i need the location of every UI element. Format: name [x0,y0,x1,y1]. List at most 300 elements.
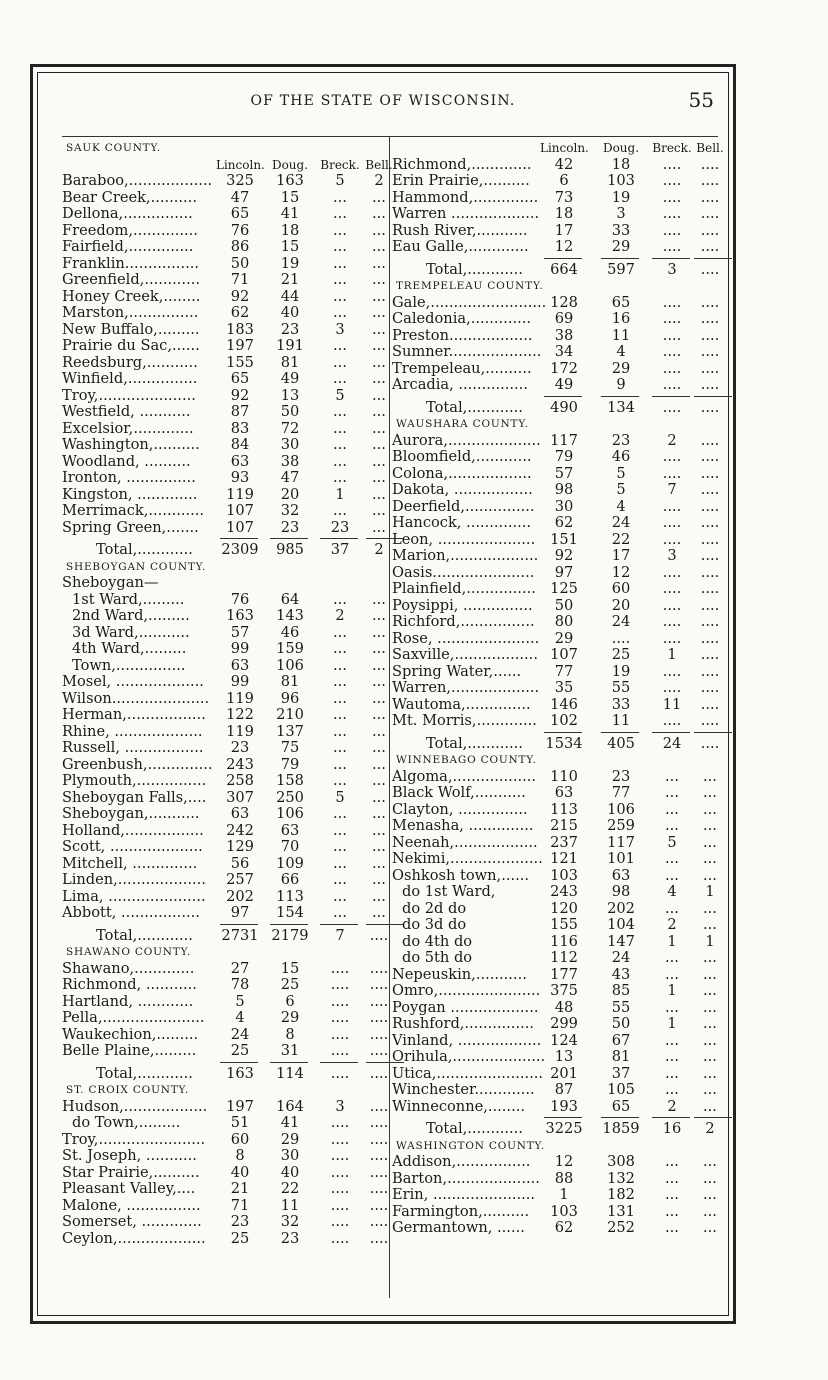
vote-count: 159 [276,640,304,657]
table-row [62,454,388,471]
vote-count: 60 [611,580,631,597]
rule-line [320,924,358,925]
vote-count: .... [700,310,720,327]
place-name: Malone, ................ [62,1196,201,1214]
vote-count: 299 [550,1015,578,1032]
vote-count: ... [333,419,347,437]
total-row [392,400,732,417]
vote-count: 2 [667,1097,677,1115]
vote-count: .... [662,448,682,465]
vote-count: ... [372,254,386,272]
vote-count: 23 [280,1229,300,1247]
vote-count: 5 [235,992,245,1010]
vote-count: .... [662,629,682,647]
table-row [392,664,732,681]
table-row [392,223,732,240]
vote-count: 132 [607,1169,635,1187]
vote-count: ... [703,1097,717,1115]
table-row [392,206,732,223]
county-heading: ST. CROIX COUNTY. [66,1084,190,1096]
place-name: Oshkosh town,...... [392,866,530,884]
vote-count: ... [703,767,717,785]
vote-count: 23 [330,518,350,536]
vote-count: 33 [611,695,631,713]
vote-count: ... [372,502,386,519]
place-name: Poysippi, ............... [392,596,533,614]
vote-count: 33 [611,221,631,239]
vote-count: .... [662,188,682,206]
place-name: Utica,....................... [392,1064,544,1082]
table-row [392,499,732,516]
vote-count: .... [662,596,682,614]
vote-count: .... [330,1147,350,1164]
place-name: Hartland, ............ [62,992,194,1010]
place-name: Troy,....................... [62,1130,206,1148]
vote-count: 2 [667,431,677,449]
place-name: Algoma,.................. [392,767,537,785]
vote-count: 77 [611,784,631,801]
column-headers [392,140,732,157]
vote-count: .... [662,343,682,360]
vote-count: 92 [554,547,574,564]
vote-count: 119 [226,485,254,503]
vote-count: 215 [550,817,578,834]
vote-count: .... [330,1229,350,1247]
vote-count: ... [333,722,347,740]
vote-count: 250 [276,788,304,806]
vote-count: 57 [554,464,574,482]
table-row [392,515,732,532]
page-number: 55 [688,88,714,112]
vote-count: .... [330,1114,350,1131]
vote-count: ... [333,656,347,674]
vote-count: 12 [554,238,574,255]
table-row [392,532,732,549]
table-row [62,503,388,520]
vote-count: 57 [230,623,250,641]
vote-count: 98 [611,883,631,900]
vote-count: 117 [550,431,578,449]
vote-count: .... [662,514,682,531]
vote-count: .... [700,326,720,344]
table-row [392,1016,732,1033]
place-name: do Town,......... [72,1114,181,1131]
place-name: Farmington,.......... [392,1202,530,1220]
place-name: do 5th do [402,949,473,966]
table-row [392,917,732,934]
vote-count: 50 [554,596,574,614]
table-row [62,1043,388,1060]
vote-count: 1 [667,646,677,663]
place-name: Woodland, .......... [62,452,191,470]
table-row [392,950,732,967]
vote-count: 62 [554,514,574,531]
vote-count: 5 [667,833,677,851]
vote-count: 50 [280,403,300,420]
vote-count: 25 [280,976,300,993]
vote-count: ... [372,640,386,657]
vote-count: ... [703,1031,717,1049]
vote-count: 103 [550,1202,578,1220]
vote-count: .... [662,359,682,377]
vote-count: .... [700,514,720,531]
vote-count: ... [333,590,347,608]
vote-count: .... [662,155,682,173]
vote-count: 128 [550,293,578,311]
vote-count: 113 [276,887,304,905]
place-name: Clayton, ............... [392,800,528,818]
vote-count: 151 [550,530,578,548]
vote-count: .... [369,959,389,977]
vote-count: 664 [550,260,578,278]
vote-count: 63 [280,821,300,839]
vote-count: 63 [554,784,574,801]
vote-count: 117 [607,833,635,851]
vote-count: .... [700,205,720,222]
table-row [62,641,388,658]
vote-count: 15 [280,959,300,977]
vote-count: 7 [667,481,677,498]
place-name: Rush River,........... [392,221,528,239]
vote-count: 110 [550,767,578,785]
vote-count: 102 [550,712,578,729]
place-name: Honey Creek,........ [62,287,201,305]
vote-count: ... [333,452,347,470]
vote-count: .... [700,613,720,630]
table-row [62,1231,388,1248]
vote-count: .... [700,376,720,393]
table-row [62,856,388,873]
vote-count: 23 [611,767,631,785]
vote-count: 25 [230,1042,250,1059]
vote-count: 1534 [545,734,583,752]
vote-count: ... [372,739,386,756]
vote-count: 112 [550,949,578,966]
vote-count: 116 [550,932,578,950]
table-row [62,322,388,339]
table-row [62,773,388,790]
rule-line [220,538,258,539]
table-row [62,625,388,642]
column-header: Bell. [696,141,724,155]
vote-count: 11 [280,1196,300,1214]
vote-count: .... [700,172,720,189]
vote-count: 119 [226,689,254,707]
table-row [392,697,732,714]
vote-count: 37 [330,541,350,558]
vote-count: 201 [550,1064,578,1082]
place-name: Linden,................... [62,871,206,888]
vote-count: 2 [374,541,384,558]
place-name: Washington,.......... [62,436,200,453]
table-row [62,487,388,504]
vote-count: 71 [230,271,250,288]
vote-count: .... [700,260,720,278]
vote-count: ... [372,403,386,420]
vote-count: 19 [611,662,631,680]
vote-count: 88 [554,1169,574,1187]
vote-count: 105 [607,1081,635,1098]
vote-count: ... [665,767,679,785]
vote-count: 79 [554,448,574,465]
vote-count: ... [703,1219,717,1236]
vote-count: ... [703,965,717,983]
rule-line [694,258,732,259]
vote-count: .... [662,530,682,548]
vote-count: .... [330,1196,350,1214]
place-name: Total,............ [96,926,193,944]
vote-count: ... [703,817,717,834]
vote-count: 49 [280,370,300,387]
vote-count: 29 [280,1130,300,1148]
table-row [62,994,388,1011]
vote-count: ... [703,1064,717,1082]
vote-count: ... [372,353,386,371]
place-name: Germantown, ...... [392,1219,525,1236]
vote-count: 985 [276,541,304,558]
vote-count: 243 [550,883,578,900]
vote-count: 19 [280,254,300,272]
vote-count: 163 [276,172,304,189]
place-name: Franklin................ [62,254,200,272]
place-name: Dakota, ................. [392,481,533,498]
vote-count: 18 [280,221,300,239]
right-column [392,140,732,1237]
vote-count: .... [662,497,682,515]
vote-count: .... [700,359,720,377]
vote-count: 98 [554,481,574,498]
vote-count: 24 [662,734,682,752]
place-name: Bloomfield,............ [392,448,532,465]
place-name: Sheboygan— [62,574,159,591]
place-name: Erin Prairie,.......... [392,172,530,189]
vote-count: ... [333,436,347,453]
vote-count: ... [372,805,386,822]
table-row [392,1000,732,1017]
place-name: Orihula,.................... [392,1048,546,1065]
vote-count: ... [333,689,347,707]
rule-line [694,1117,732,1118]
vote-count: 143 [276,607,304,624]
vote-count: 66 [280,871,300,888]
vote-count: ... [665,949,679,966]
vote-count: .... [369,1130,389,1148]
column-header: Lincoln. [216,157,265,172]
vote-count: 307 [226,788,254,806]
place-name: Greenbush,.............. [62,755,213,773]
place-name: Total,............ [96,541,193,558]
county-heading: WAUSHARA COUNTY. [396,418,529,430]
vote-count: .... [369,1213,389,1230]
place-name: Omro,...................... [392,982,541,999]
vote-count: 109 [276,854,304,872]
vote-count: ... [333,337,347,354]
vote-count: 6 [285,992,295,1010]
vote-count: ... [372,590,386,608]
vote-count: 72 [280,419,300,437]
table-row [392,361,732,378]
table-row [62,961,388,978]
place-name: Pella,...................... [62,1009,205,1026]
vote-count: .... [662,464,682,482]
vote-count: ... [665,817,679,834]
vote-count: .... [700,662,720,680]
table-row [392,868,732,885]
vote-count: ... [665,866,679,884]
vote-count: 405 [607,734,635,752]
vote-count: ... [372,238,386,255]
vote-count: ... [703,833,717,851]
place-name: Total,............ [96,1064,193,1082]
vote-count: 5 [335,386,345,404]
place-name: Winneconne,........ [392,1097,525,1115]
vote-count: 259 [607,817,635,834]
vote-count: 75 [280,739,300,756]
vote-count: 40 [280,1163,300,1181]
vote-count: 56 [230,854,250,872]
table-row [62,806,388,823]
vote-count: ... [372,722,386,740]
vote-count: 124 [550,1031,578,1049]
place-name: Holland,................. [62,821,204,839]
place-name: Sheboygan Falls,.... [62,788,207,806]
vote-count: 37 [611,1064,631,1082]
rule-line [601,1117,639,1118]
vote-count: 13 [554,1048,574,1065]
vote-count: 3 [616,205,626,222]
vote-count: ... [665,1048,679,1065]
place-name: Erin, ...................... [392,1186,536,1203]
table-row [62,905,388,922]
vote-count: 96 [280,689,300,707]
place-name: Trempeleau,.......... [392,359,532,377]
place-name: Spring Water,...... [392,662,522,680]
vote-count: .... [700,293,720,311]
vote-count: .... [662,293,682,311]
county-heading: WINNEBAGO COUNTY. [396,754,537,766]
page-header [38,88,728,116]
place-name: Marion,................... [392,547,539,564]
vote-count: 129 [226,838,254,855]
vote-count: ... [333,904,347,921]
vote-count: ... [372,772,386,789]
vote-count: ... [703,1153,717,1170]
place-name: Richmond,............. [392,155,532,173]
vote-count: 85 [611,982,631,999]
table-row [392,934,732,951]
rule-line [694,396,732,397]
vote-count: 197 [226,1097,254,1115]
vote-count: ... [703,1081,717,1098]
place-name: Preston.................. [392,326,533,344]
vote-count: 42 [554,155,574,173]
vote-count: .... [662,376,682,393]
vote-count: 81 [280,673,300,690]
vote-count: ... [372,623,386,641]
place-name: Warren ................... [392,205,540,222]
total-row [392,736,732,753]
vote-count: ... [372,821,386,839]
table-row [392,239,732,256]
vote-count: 125 [550,580,578,597]
vote-count: .... [611,629,631,647]
rule-line [270,1062,308,1063]
place-name: Abbott, ................. [62,904,200,921]
vote-count: 81 [611,1048,631,1065]
vote-count: ... [665,800,679,818]
table-row [392,598,732,615]
table-row [392,1082,732,1099]
vote-count: ... [372,755,386,773]
vote-count: 11 [611,326,631,344]
vote-count: 106 [276,656,304,674]
vote-count: ... [665,1186,679,1203]
vote-count: ... [703,1202,717,1220]
table-row [392,157,732,174]
vote-count: .... [700,188,720,206]
vote-count: ... [665,784,679,801]
vote-count: ... [703,850,717,867]
vote-count: 16 [662,1120,682,1137]
rule-line [220,1062,258,1063]
vote-count: ... [333,502,347,519]
place-name: do 2d do [402,899,467,917]
vote-count: ... [333,370,347,387]
vote-count: 41 [280,205,300,222]
vote-count: 23 [230,1213,250,1230]
vote-count: .... [700,448,720,465]
vote-count: 4 [616,343,626,360]
vote-count: 3 [335,320,345,338]
vote-count: ... [372,887,386,905]
vote-count: 121 [550,850,578,867]
rule-line [652,396,690,397]
table-row [392,835,732,852]
vote-count: ... [703,800,717,818]
vote-count: .... [662,221,682,239]
table-row [392,433,732,450]
vote-count: 29 [611,359,631,377]
table-row [62,889,388,906]
vote-count: .... [369,1196,389,1214]
vote-count: 55 [611,679,631,696]
vote-count: 6 [559,172,569,189]
vote-count: 177 [550,965,578,983]
place-name: Pleasant Valley,.... [62,1180,196,1197]
vote-count: 155 [550,916,578,933]
vote-count: 120 [550,899,578,917]
vote-count: ... [372,221,386,239]
table-row [62,239,388,256]
vote-count: ... [333,871,347,888]
vote-count: 48 [554,998,574,1016]
vote-count: ... [372,370,386,387]
place-name: Rhine, ................... [62,722,203,740]
vote-count: 5 [616,464,626,482]
vote-count: 65 [611,1097,631,1115]
vote-count: ... [372,287,386,305]
vote-count: 25 [230,1229,250,1247]
vote-count: 47 [280,469,300,486]
vote-count: .... [369,1009,389,1026]
table-row [62,256,388,273]
vote-count: 114 [276,1064,304,1082]
table-row [392,1033,732,1050]
place-name: Barton,.................... [392,1169,540,1187]
vote-count: 106 [607,800,635,818]
vote-count: .... [662,398,682,416]
vote-count: 308 [607,1153,635,1170]
